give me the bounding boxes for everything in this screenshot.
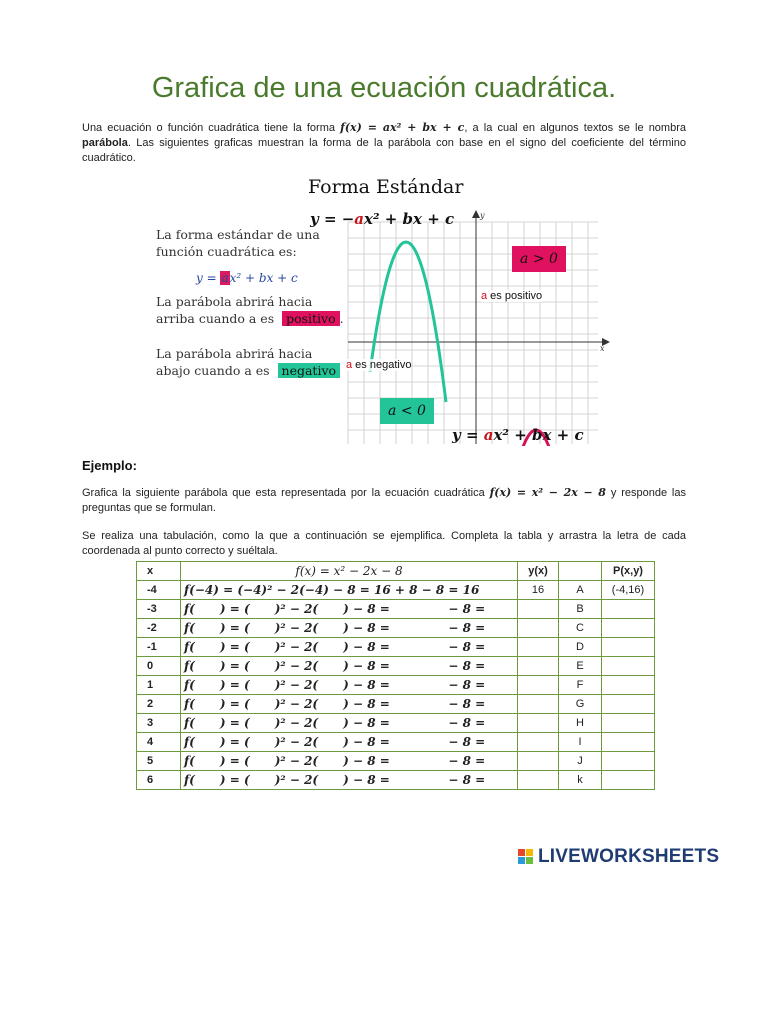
eq-pos-post: x² + bx + c (493, 426, 584, 444)
eq-neg-pre: y = − (310, 210, 355, 228)
opens-up-line-2: arriba cuando a es (156, 311, 275, 326)
negative-equation (310, 210, 454, 228)
table-header-row (137, 562, 655, 581)
cell-point-input[interactable] (602, 733, 655, 752)
cell-letter[interactable]: C (559, 619, 602, 638)
table-row (137, 695, 655, 714)
cell-point-input[interactable] (602, 638, 655, 657)
cell-expression[interactable]: f( ) = ( )² − 2( ) − 8 = − 8 = (181, 771, 518, 790)
intro-formula: f(x) = ax² + bx + c (340, 121, 465, 134)
intro-text-c: . Las siguientes graficas muestran la forma de la parábola con base en el signo del coeficiente del término cuadrático. (82, 137, 686, 164)
intro-text-b: , a la cual en algunos textos se le nombra (464, 122, 686, 134)
downward-parabola (370, 242, 446, 402)
eq-neg-post: x² + bx + c (364, 210, 455, 228)
eq-neg-coef: a (354, 210, 365, 228)
standard-form-text (156, 226, 320, 260)
table-row (137, 676, 655, 695)
opens-down-line-1: La parábola abrirá hacia (156, 346, 313, 361)
table-row (137, 733, 655, 752)
cell-x: -4 (137, 581, 181, 600)
p2-text-b: y responde las preguntas que se formulan. (82, 487, 686, 514)
logo-text: LIVEWORKSHEETS (538, 846, 720, 867)
cell-letter[interactable]: E (559, 657, 602, 676)
cell-x: 4 (137, 733, 181, 752)
cell-point-input[interactable] (602, 752, 655, 771)
cell-point-input[interactable]: (-4,16) (602, 581, 655, 600)
cell-letter[interactable]: D (559, 638, 602, 657)
cell-expression[interactable]: f( ) = ( )² − 2( ) − 8 = − 8 = (181, 638, 518, 657)
header-y: y(x) (518, 562, 559, 581)
label-pos-rest: es positivo (487, 290, 543, 302)
cell-letter[interactable]: A (559, 581, 602, 600)
tabulation-instruction: Se realiza una tabulación, como la que a continuación se ejemplifica. Completa la tabla y arrastra la letra de cada coordenada al punto correcto y suéltala. (82, 530, 686, 557)
y-axis-label: y (480, 211, 485, 220)
eq-pos-pre: y = (452, 426, 484, 444)
p2-formula: f(x) = x² − 2x − 8 (489, 486, 606, 499)
table-row (137, 771, 655, 790)
a-positive-label (481, 290, 542, 302)
cell-y-input[interactable] (518, 676, 559, 695)
label-neg-a: a (346, 359, 353, 371)
cell-letter[interactable]: G (559, 695, 602, 714)
std-eq-highlight: a (221, 271, 229, 285)
cell-letter[interactable]: H (559, 714, 602, 733)
cell-expression[interactable]: f( ) = ( )² − 2( ) − 8 = − 8 = (181, 600, 518, 619)
opens-down-text (156, 345, 340, 379)
label-neg-rest: es negativo (352, 359, 412, 371)
intro-paragraph (82, 120, 686, 166)
cell-y-input[interactable] (518, 752, 559, 771)
intro-bold-word: parábola (82, 137, 128, 149)
cell-x: 0 (137, 657, 181, 676)
cell-x: 2 (137, 695, 181, 714)
cell-point-input[interactable] (602, 771, 655, 790)
graphic-heading: Forma Estándar (308, 176, 464, 198)
cell-y-input[interactable] (518, 733, 559, 752)
cell-letter[interactable]: I (559, 733, 602, 752)
cell-x: 1 (137, 676, 181, 695)
cell-point-input[interactable] (602, 676, 655, 695)
cell-x: -1 (137, 638, 181, 657)
table-row (137, 581, 655, 600)
cell-x: 5 (137, 752, 181, 771)
header-function: f(x) = x² − 2x − 8 (181, 562, 518, 581)
cell-expression[interactable]: f( ) = ( )² − 2( ) − 8 = − 8 = (181, 657, 518, 676)
liveworksheets-logo (518, 846, 719, 868)
p2-text-a: Grafica la siguiente parábola que esta representada por la ecuación cuadrática (82, 487, 490, 499)
cell-y-input[interactable] (518, 619, 559, 638)
header-letter (559, 562, 602, 581)
std-eq-pre: y = (196, 271, 221, 285)
x-axis-label: x (600, 344, 605, 353)
example-instruction (82, 485, 686, 516)
cell-point-input[interactable] (602, 714, 655, 733)
cell-letter[interactable]: B (559, 600, 602, 619)
cell-point-input[interactable] (602, 695, 655, 714)
cell-expression: f(−4) = (−4)² − 2(−4) − 8 = 16 + 8 − 8 = 16 (181, 581, 518, 600)
cell-letter[interactable]: k (559, 771, 602, 790)
negative-tag: negativo (278, 363, 341, 378)
a-negative-label (346, 359, 411, 371)
cell-y-input[interactable] (518, 657, 559, 676)
tabulation-table (136, 561, 655, 790)
cell-letter[interactable]: J (559, 752, 602, 771)
standard-form-equation (196, 271, 298, 285)
cell-y-input[interactable]: 16 (518, 581, 559, 600)
table-row (137, 714, 655, 733)
cell-point-input[interactable] (602, 600, 655, 619)
positive-equation (452, 426, 584, 444)
cell-y-input[interactable] (518, 695, 559, 714)
standard-form-line-1: La forma estándar de una (156, 227, 320, 242)
table-row (137, 600, 655, 619)
opens-up-line-1: La parábola abrirá hacia (156, 294, 313, 309)
eq-pos-coef: a (483, 426, 494, 444)
header-x: x (137, 562, 181, 581)
cell-x: -3 (137, 600, 181, 619)
a-less-than-zero-box: a < 0 (380, 398, 434, 424)
cell-expression[interactable]: f( ) = ( )² − 2( ) − 8 = − 8 = (181, 733, 518, 752)
cell-letter[interactable]: F (559, 676, 602, 695)
page-title: Grafica de una ecuación cuadrática. (151, 72, 617, 104)
opens-up-text: La parábola abrirá hacia arriba cuando a es positivo . (156, 294, 344, 326)
cell-expression[interactable]: f( ) = ( )² − 2( ) − 8 = − 8 = (181, 676, 518, 695)
cell-y-input[interactable] (518, 714, 559, 733)
std-eq-post: x² + bx + c (229, 271, 298, 285)
cell-y-input[interactable] (518, 638, 559, 657)
cell-x: -2 (137, 619, 181, 638)
cell-expression[interactable]: f( ) = ( )² − 2( ) − 8 = − 8 = (181, 695, 518, 714)
table-row (137, 657, 655, 676)
table-row (137, 752, 655, 771)
cell-expression[interactable]: f( ) = ( )² − 2( ) − 8 = − 8 = (181, 619, 518, 638)
cell-expression[interactable]: f( ) = ( )² − 2( ) − 8 = − 8 = (181, 714, 518, 733)
header-point: P(x,y) (602, 562, 655, 581)
cell-point-input[interactable] (602, 657, 655, 676)
cell-y-input[interactable] (518, 771, 559, 790)
a-greater-than-zero-box: a > 0 (512, 246, 566, 272)
table-row (137, 619, 655, 638)
opens-down-line-2: abajo cuando a es (156, 363, 270, 378)
intro-text-a: Una ecuación o función cuadrática tiene la forma (82, 122, 341, 134)
standard-form-line-2: función cuadrática es: (156, 244, 297, 259)
cell-x: 6 (137, 771, 181, 790)
cell-y-input[interactable] (518, 600, 559, 619)
cell-point-input[interactable] (602, 619, 655, 638)
example-heading: Ejemplo: (82, 458, 137, 473)
table-row (137, 638, 655, 657)
label-pos-a: a (481, 290, 488, 302)
y-axis-arrow (472, 210, 480, 218)
cell-expression[interactable]: f( ) = ( )² − 2( ) − 8 = − 8 = (181, 752, 518, 771)
positive-tag: positivo (282, 311, 340, 326)
cell-x: 3 (137, 714, 181, 733)
